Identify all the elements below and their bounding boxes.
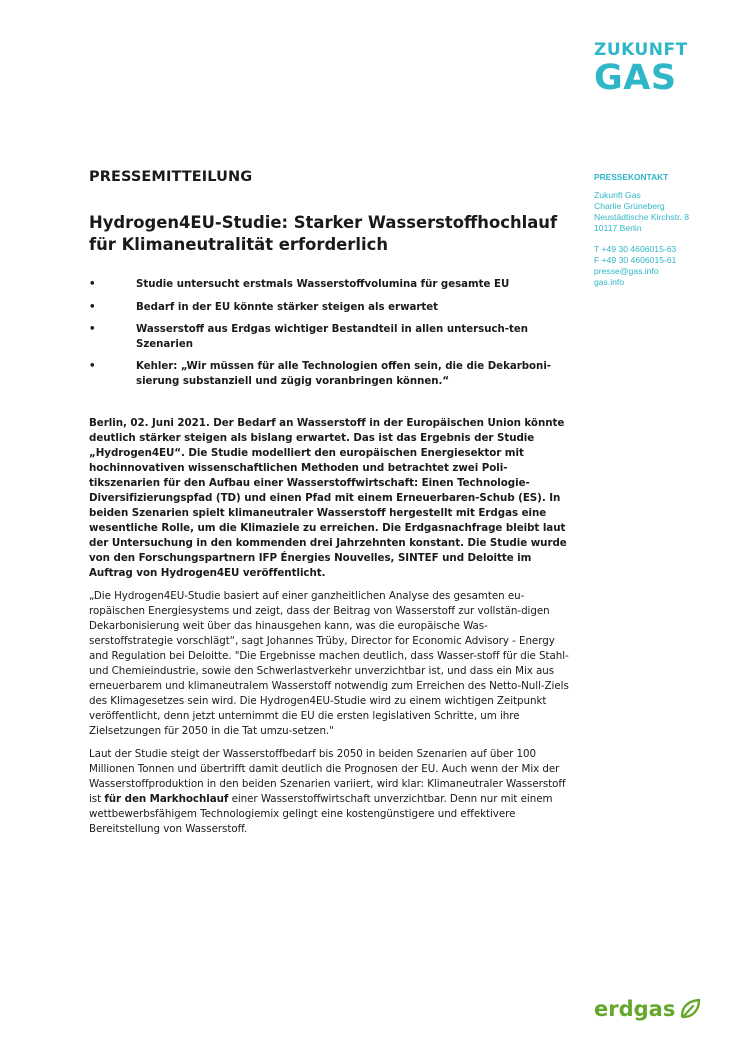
list-item <box>89 301 571 316</box>
bullet-icon: • <box>89 279 96 290</box>
contact-org: Zukunft Gas <box>594 190 641 200</box>
erdgas-logo <box>594 997 702 1021</box>
bullet-text: Studie untersucht erstmals Wasserstoffvolumina für gesamte EU <box>136 279 510 290</box>
bullet-text: Kehler: „Wir müssen für alle Technologien offen sein, die die Dekarboni-sierung substanziell und zügig voranbringen können.“ <box>136 361 552 387</box>
list-item <box>89 323 571 352</box>
contact-web[interactable]: gas.info <box>594 277 625 287</box>
contact-name: Charlie Grüneberg <box>594 201 665 211</box>
document-type: PRESSEMITTEILUNG <box>89 169 253 185</box>
erdgas-logo-text: erdgas <box>594 997 676 1021</box>
contact-city: 10117 Berlin <box>594 223 642 233</box>
press-contact <box>594 172 734 288</box>
paragraph-3-bold: für den Markhochlauf <box>104 793 229 805</box>
contact-email[interactable]: presse@gas.info <box>594 266 659 276</box>
contact-street: Neustädtische Kirchstr. 8 <box>594 212 690 222</box>
zukunft-gas-logo <box>594 42 688 96</box>
list-item <box>89 278 571 293</box>
paragraph-3 <box>89 747 571 837</box>
headline: Hydrogen4EU-Studie: Starker Wasserstoffhochlauf für Klimaneutralität erforderlich <box>89 213 558 254</box>
logo-line-2: GAS <box>594 58 677 98</box>
lead-paragraph: Berlin, 02. Juni 2021. Der Bedarf an Wasserstoff in der Europäischen Union könnte deutlich stärker steigen als bislang erwartet. Das ist das Ergebnis der Studie „Hydrogen4EU“. Die Studie modelliert den europäischen Energiesektor mit hochinnovativen wissenschaftlichen Methoden und betrachtet zwei Poli-tikszenarien für den Aufbau einer Wasserstoffwirtschaft: Einen Technologie-Diversifizierungspfad (TD) und einen Pfad mit einem Erneuerbaren-Schub (ES). In beiden Szenarien spielt klimaneutraler Wasserstoff hergestellt mit Erdgas eine wesentliche Rolle, um die Klimaziele zu erreichen. Die Erdgasnachfrage bleibt laut der Untersuchung in den kommenden drei Jahrzehnten konstant. Die Studie wurde von den Forschungspartnern IFP Énergies Nouvelles, SINTEF und Deloitte im Auftrag von Hydrogen4EU veröffentlicht. <box>89 417 567 579</box>
paragraph-3-start: Laut der Studie steigt der Wasserstoffbedarf bis 2050 in beiden Szenarien auf über 100 Millionen Tonnen und übertrifft damit deutlich die Prognosen der EU. Auch wenn der Mix der Wasserstoffproduktion in den beiden Szenarien variiert, wird klar: Klimaneutraler Wasserstoff ist <box>89 748 566 805</box>
bullet-icon: • <box>89 301 96 313</box>
key-points-list <box>89 278 571 389</box>
bullet-icon: • <box>89 324 96 335</box>
list-item <box>89 360 571 389</box>
logo-line-1: ZUKUNFT <box>594 40 688 60</box>
contact-phone: T +49 30 4606015-63 <box>594 244 677 254</box>
press-release-body <box>89 169 571 837</box>
press-contact-title: PRESSEKONTAKT <box>594 172 669 182</box>
bullet-text: Wasserstoff aus Erdgas wichtiger Bestandteil in allen untersuch-ten Szenarien <box>136 324 529 350</box>
leaf-icon <box>678 997 702 1021</box>
bullet-icon: • <box>89 361 96 372</box>
contact-fax: F +49 30 4606015-61 <box>594 255 677 265</box>
bullet-text: Bedarf in der EU könnte stärker steigen als erwartet <box>136 301 439 313</box>
paragraph-3-end: einer Wasserstoffwirtschaft unverzichtbar. Denn nur mit einem wettbewerbsfähigem Technologiemix gelingt eine kostengünstigere und effektivere Bereitstellung von Wasserstoff. <box>89 793 553 835</box>
quote-paragraph: „Die Hydrogen4EU-Studie basiert auf einer ganzheitlichen Analyse des gesamten eu-ropäischen Energiesystems und zeigt, dass der Beitrag von Wasserstoff zur vollstän-digen Dekarbonisierung weit über das hinausgehen kann, was die europäische Was-serstoffstrategie vorschlägt“, sagt Johannes Trüby, Director for Economic Advisory - Energy and Regulation bei Deloitte. "Die Ergebnisse machen deutlich, dass Wasser-stoff für die Stahl- und Chemieindustrie, sowie den Schwerlastverkehr unverzichtbar ist, und dass ein Mix aus erneuerbarem und klimaneutralem Wasserstoff notwendig zum Erreichen des Netto-Null-Ziels des Klimagesetzes sein wird. Die Hydrogen4EU-Studie wird zu einem wichtigen Zeitpunkt veröffentlicht, denn jetzt unternimmt die EU die ersten legislativen Schritte, um ihre Zielsetzungen für 2050 in die Tat umzu-setzen." <box>89 590 569 737</box>
